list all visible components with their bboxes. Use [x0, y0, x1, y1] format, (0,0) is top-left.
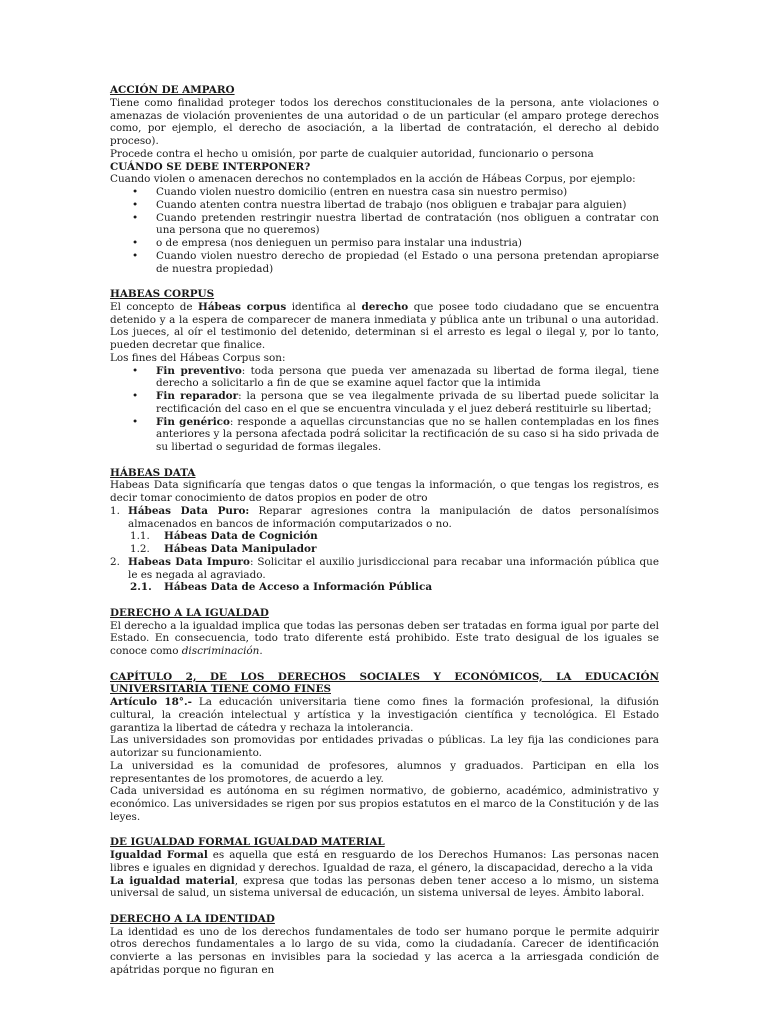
numbered-item: 2. Habeas Data Impuro: Solicitar el auxilio jurisdiccional para recabar una información pública que le es negada al agraviado. [110, 555, 659, 581]
bullet-list-amparo [110, 186, 659, 275]
paragraph: La igualdad material, expresa que todas las personas deben tener acceso a lo mismo, un sistema universal de salud, un sistema universal de educación, un sistema universal de leyes. Ámbito laboral. [110, 874, 659, 900]
section-heading-amparo: ACCIÓN DE AMPARO [110, 84, 235, 96]
paragraph: El concepto de Hábeas corpus identifica al derecho que posee todo ciudadano que se encuentra detenido y a la espera de comparecer de manera inmediata y pública ante un tribunal o una autoridad. Los jueces, al oír el testimonio del detenido, determinan si el arresto es legal o ilegal y, por lo tanto, pueden decretar que finalice. [110, 300, 660, 351]
subheading-cuando: CUÁNDO SE DEBE INTERPONER? [110, 160, 311, 173]
bullet-list-fines [110, 365, 659, 454]
sub-item: 1.2. Hábeas Data Manipulador [130, 543, 317, 555]
sub-item: 2.1. Hábeas Data de Acceso a Información Pública [130, 581, 433, 594]
section-heading-habeas-corpus: HABEAS CORPUS [110, 288, 215, 300]
paragraph: Los fines del Hábeas Corpus son: [110, 351, 286, 364]
list-item: • Fin preventivo: toda persona que pueda ver amenazada su libertad de forma ilegal, tiene derecho a solicitarlo a fin de que se examine aquel factor que la intimida [110, 365, 659, 391]
numbered-item: 1. Hábeas Data Puro: Reparar agresiones contra la manipulación de datos personalísimos almacenados en bancos de información computarizados o no. [110, 504, 659, 530]
list-item: • Fin genérico: responde a aquellas circunstancias que no se hallen contempladas en los fines anteriores y la persona afectada podrá solicitar la rectificación de su caso si ha sido privada de su libertad o seguridad de formas ilegales. [110, 416, 659, 454]
paragraph: Habeas Data significaría que tengas datos o que tengas la información, o que tengas los registros, es decir tomar conocimiento de datos propios en poder de otro [110, 479, 659, 504]
list-item: • Cuando violen nuestro derecho de propiedad (el Estado o una persona pretendan apropiarse de nuestra propiedad) [110, 250, 659, 276]
paragraph: El derecho a la igualdad implica que todas las personas deben ser tratadas en forma igual por parte del Estado. En consecuencia, todo trato diferente está prohibido. Este trato desigual de los iguales se conoce como discriminación. [110, 619, 659, 657]
list-item: • Cuando atenten contra nuestra libertad de trabajo (nos obliguen e trabajar para alguien) [110, 199, 659, 212]
section-heading-capitulo: CAPÍTULO 2, DE LOS DERECHOS SOCIALES Y ECONÓMICOS, LA EDUCACIÓN UNIVERSITARIA TIENE COMO FINES [110, 670, 659, 696]
paragraph: La universidad es la comunidad de profesores, alumnos y graduados. Participan en ella los representantes de los promotores, de acuerdo a ley. [110, 759, 659, 785]
paragraph: Igualdad Formal es aquella que está en resguardo de los Derechos Humanos: Las personas nacen libres e iguales en dignidad y derechos. Igualdad de raza, el género, la discapacidad, derecho a la vida [110, 849, 659, 874]
section-heading-habeas-data: HÁBEAS DATA [110, 466, 196, 479]
paragraph: La identidad es uno de los derechos fundamentales de todo ser humano porque le permite adquirir otros derechos fundamentales a lo largo de su vida, como la ciudadanía. Carecer de identificación convierte a las personas en invisibles para la sociedad y las acerca a la arriesgada condición de apátridas porque no figuran en [110, 925, 659, 976]
list-item: • Fin reparador: la persona que se vea ilegalmente privada de su libertad puede solicitar la rectificación del caso en el que se encuentra vinculada y el juez deberá restituirle su libertad; [110, 390, 659, 416]
paragraph: Cuando violen o amenacen derechos no contemplados en la acción de Hábeas Corpus, por ejemplo: [110, 173, 636, 186]
list-item: • Cuando violen nuestro domicilio (entren en nuestra casa sin nuestro permiso) [110, 186, 659, 199]
sub-item: 1.1. Hábeas Data de Cognición [130, 530, 318, 543]
term-derecho: derecho [361, 300, 409, 313]
paragraph: Artículo 18°.- La educación universitaria tiene como fines la formación profesional, la difusión cultural, la creación intelectual y artística y la investigación científica y tecnológica. El Estado garantiza la libertad de cátedra y rechaza la intolerancia. [110, 696, 659, 734]
section-heading-identidad: DERECHO A LA IDENTIDAD [110, 912, 275, 925]
section-heading-igualdad: DERECHO A LA IGUALDAD [110, 606, 269, 619]
list-item: • Cuando pretenden restringir nuestra libertad de contratación (nos obliguen a contratar con una persona que no queremos) [110, 212, 659, 238]
section-heading-igualdad-formal: DE IGUALDAD FORMAL IGUALDAD MATERIAL [110, 836, 385, 849]
paragraph: Procede contra el hecho u omisión, por parte de cualquier autoridad, funcionario o persona [110, 147, 594, 160]
paragraph: Tiene como finalidad proteger todos los derechos constitucionales de la persona, ante violaciones o amenazas de violación provenientes de una autoridad o de un particular (el amparo protege derechos como, por ejemplo, el derecho de asociación, a la libertad de contratación, el derecho al debido proceso). [110, 96, 659, 147]
document-page [110, 84, 659, 977]
paragraph: Cada universidad es autónoma en su régimen normativo, de gobierno, académico, administrativo y económico. Las universidades se rigen por sus propios estatutos en el marco de la Constitución y de las leyes. [110, 785, 659, 823]
paragraph: Las universidades son promovidas por entidades privadas o públicas. La ley fija las condiciones para autorizar su funcionamiento. [110, 734, 659, 759]
list-item: • o de empresa (nos denieguen un permiso para instalar una industria) [110, 237, 659, 250]
term-habeas-corpus: Hábeas corpus [198, 300, 287, 313]
